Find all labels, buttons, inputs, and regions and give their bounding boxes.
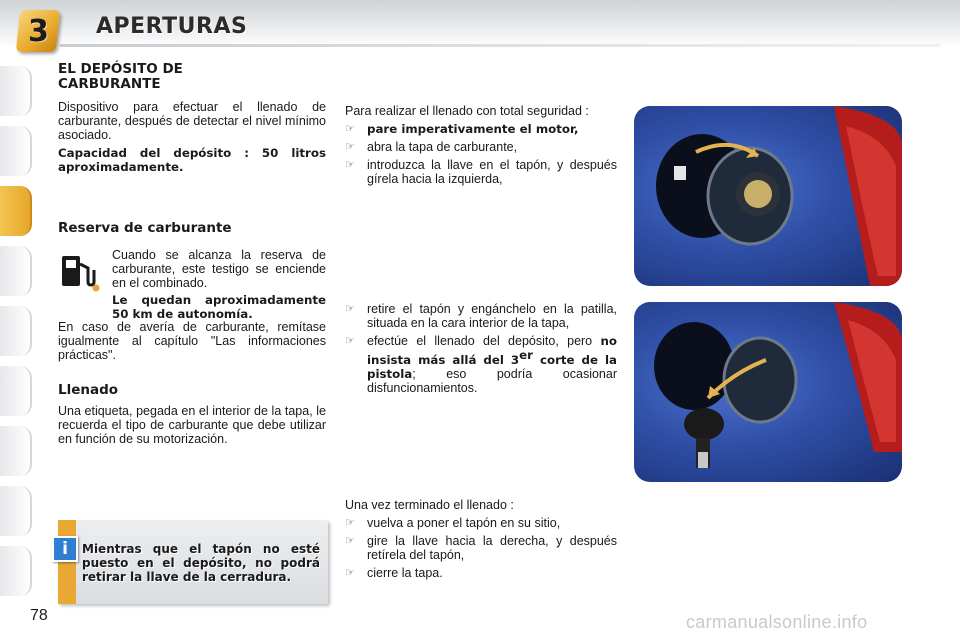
chapter-tab-5[interactable] <box>0 306 32 356</box>
list-item <box>345 566 617 580</box>
reserve-after: En caso de avería de carburante, remítase igualmente al capítulo "Las informaciones prácticas". <box>58 320 326 362</box>
steps-block-2 <box>345 298 617 399</box>
page-number: 78 <box>30 607 48 624</box>
chapter-tab-8[interactable] <box>0 486 32 536</box>
hand-pointer-icon: ☞ <box>345 534 355 547</box>
fill-title: Llenado <box>58 382 119 398</box>
list-item <box>345 122 617 136</box>
section-title-line2: CARBURANTE <box>58 76 161 92</box>
fuel-pump-icon <box>58 252 102 292</box>
steps2-list <box>345 302 617 395</box>
steps1-intro: Para realizar el llenado con total seguridad : <box>345 104 589 118</box>
steps1-list <box>345 122 617 186</box>
left-column <box>58 62 326 236</box>
step-replace-cap: vuelva a poner el tapón en su sitio, <box>367 516 561 530</box>
hand-pointer-icon: ☞ <box>345 158 355 171</box>
steps3-intro: Una vez terminado el llenado : <box>345 498 514 512</box>
chapter-tab-3-active[interactable] <box>0 186 32 236</box>
list-item <box>345 334 617 395</box>
chapter-title: APERTURAS <box>96 14 248 39</box>
header-divider <box>60 44 940 47</box>
step-fill-sup: er <box>519 348 533 362</box>
fuel-cap-illustration <box>634 302 902 482</box>
intro-paragraph: Dispositivo para efectuar el llenado de carburante, después de detectar el nivel mínimo asociado. <box>58 100 326 142</box>
chapter-tab-1[interactable] <box>0 66 32 116</box>
list-item <box>345 140 617 154</box>
chapter-tab-4[interactable] <box>0 246 32 296</box>
list-item <box>345 534 617 562</box>
section-title <box>58 62 326 92</box>
list-item <box>345 158 617 186</box>
fill-text: Una etiqueta, pegada en el interior de la tapa, le recuerda el tipo de carburante que debe utilizar en función de su motorización. <box>58 404 326 446</box>
fuel-flap-open-photo <box>634 106 902 286</box>
watermark: carmanualsonline.info <box>686 612 868 632</box>
step-fill-a: efectúe el llenado del depósito, pero <box>367 334 601 348</box>
fuel-flap-illustration <box>634 106 902 286</box>
reserve-autonomy: Le quedan aproximadamente 50 km de autonomía. <box>112 293 326 321</box>
hand-pointer-icon: ☞ <box>345 516 355 529</box>
chapter-tab-9[interactable] <box>0 546 32 596</box>
list-item <box>345 516 617 530</box>
step-remove-cap: retire el tapón y engánchelo en la patilla, situada en la cara interior de la tapa, <box>367 302 617 330</box>
hand-pointer-icon: ☞ <box>345 334 355 347</box>
step-fill-c: corte de la pistola <box>367 353 617 382</box>
reserve-title: Reserva de carburante <box>58 220 232 236</box>
info-text: Mientras que el tapón no esté puesto en el depósito, no podrá retirar la llave de la cerradura. <box>82 542 320 584</box>
step-insert-key: introduzca la llave en el tapón, y después gírela hacia la izquierda, <box>367 158 617 186</box>
chapter-tab-7[interactable] <box>0 426 32 476</box>
step-fill-d: ; eso podría ocasionar disfuncionamientos. <box>367 367 617 396</box>
step-turn-key: gire la llave hacia la derecha, y después retírela del tapón, <box>367 534 617 562</box>
fuel-cap-hanging-photo <box>634 302 902 482</box>
list-item <box>345 302 617 330</box>
step-stop-engine: pare imperativamente el motor, <box>367 122 579 136</box>
steps-block-3 <box>345 498 617 584</box>
steps3-list <box>345 516 617 580</box>
hand-pointer-icon: ☞ <box>345 566 355 579</box>
section-title-line1: EL DEPÓSITO DE <box>58 61 183 77</box>
hand-pointer-icon: ☞ <box>345 122 355 135</box>
chapter-tab-6[interactable] <box>0 366 32 416</box>
info-box-stripe <box>58 520 76 604</box>
step-fill-b: no insista más allá del 3 <box>367 334 617 368</box>
step-close-flap: cierre la tapa. <box>367 566 443 580</box>
step-open-flap: abra la tapa de carburante, <box>367 140 518 154</box>
chapter-number: 3 <box>27 13 49 49</box>
capacity-note: Capacidad del depósito : 50 litros aproximadamente. <box>58 146 326 174</box>
reserve-text: Cuando se alcanza la reserva de carburante, este testigo se enciende en el combinado. <box>112 248 326 290</box>
chapter-tab-2[interactable] <box>0 126 32 176</box>
reserve-after-block <box>58 320 326 446</box>
hand-pointer-icon: ☞ <box>345 302 355 315</box>
chapter-badge <box>16 10 60 52</box>
hand-pointer-icon: ☞ <box>345 140 355 153</box>
steps-block-1 <box>345 104 617 190</box>
info-icon: i <box>52 536 78 562</box>
reserve-description <box>112 248 326 321</box>
